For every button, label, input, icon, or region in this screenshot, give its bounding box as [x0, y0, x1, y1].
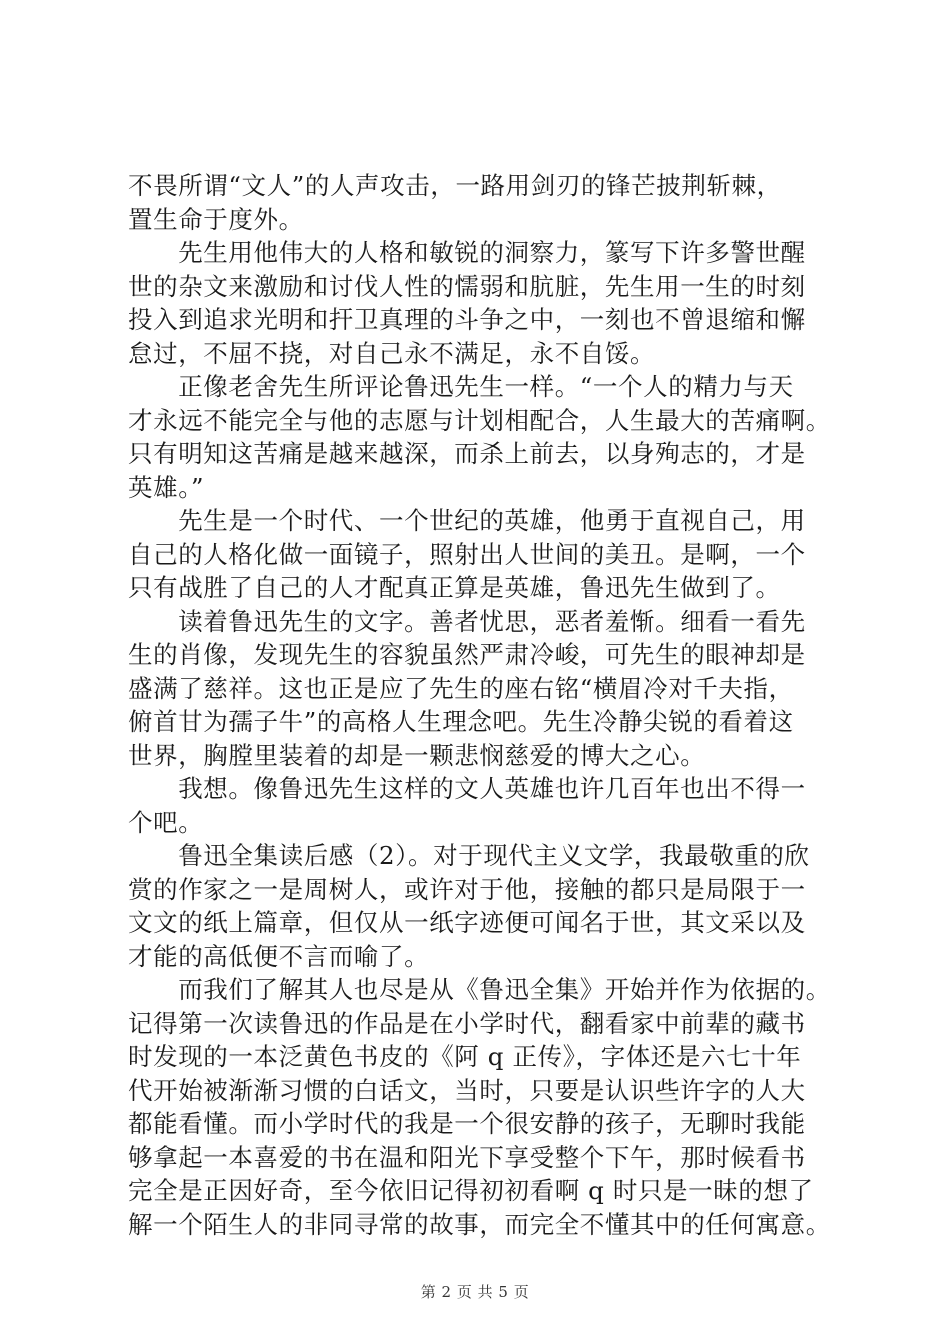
text-line: 解一个陌生人的非同寻常的故事，而完全不懂其中的任何寓意。 [128, 1209, 831, 1239]
text-line: 怠过，不屈不挠，对自己永不满足，永不自馁。 [128, 338, 656, 368]
text-line: 只有战胜了自己的人才配真正算是英雄，鲁迅先生做到了。 [128, 573, 781, 602]
text-line: 投入到追求光明和扞卫真理的斗争之中，一刻也不曾退缩和懈 [128, 305, 806, 334]
text-line: 先生是一个时代、一个世纪的英雄，他勇于直视自己，用 [128, 506, 806, 535]
text-line: 记得第一次读鲁迅的作品是在小学时代，翻看家中前辈的藏书 [128, 1008, 806, 1038]
text-line: 赏的作家之一是周树人，或许对于他，接触的都只是局限于一 [128, 874, 806, 904]
body-text [128, 169, 838, 1241]
text-line: 英雄。” [128, 472, 205, 502]
text-line: 文文的纸上篇章，但仅从一纸字迹便可闻名于世，其文采以及 [128, 908, 806, 937]
text-line: 盛满了慈祥。这也正是应了先生的座右铭“横眉冷对千夫指， [128, 673, 794, 703]
text-line: 自己的人格化做一面镜子，照射出人世间的美丑。是啊，一个 [128, 539, 806, 569]
text-line: 不畏所谓“文人”的人声攻击，一路用剑刃的锋芒披荆斩棘， [128, 171, 782, 200]
text-line: 够拿起一本喜爱的书在温和阳光下享受整个下午，那时候看书 [128, 1142, 806, 1172]
text-line: 而我们了解其人也尽是从《鲁迅全集》开始并作为依据的。 [128, 975, 831, 1004]
text-line: 俯首甘为孺子牛”的高格人生理念吧。先生冷静尖锐的看着这 [128, 707, 794, 736]
text-line: 时发现的一本泛黄色书皮的《阿 q 正传》，字体还是六七十年 [128, 1042, 802, 1071]
text-line: 读着鲁迅先生的文字。善者忧思，恶者羞惭。细看一看先 [128, 606, 806, 636]
text-line: 置生命于度外。 [128, 204, 304, 234]
text-line: 世的杂文来激励和讨伐人性的懦弱和肮脏，先生用一生的时刻 [128, 271, 806, 301]
text-line: 鲁迅全集读后感（2）。对于现代主义文学，我最敬重的欣 [128, 841, 810, 870]
text-line: 才能的高低便不言而喻了。 [128, 941, 430, 971]
text-line: 个吧。 [128, 807, 204, 837]
text-line: 正像老舍先生所评论鲁迅先生一样。“一个人的精力与天 [128, 372, 794, 401]
text-line: 代开始被渐渐习惯的白话文，当时，只要是认识些许字的人大 [128, 1075, 806, 1105]
text-line: 生的肖像，发现先生的容貌虽然严肃冷峻，可先生的眼神却是 [128, 640, 806, 669]
text-line: 都能看懂。而小学时代的我是一个很安静的孩子，无聊时我能 [128, 1109, 806, 1138]
text-line: 先生用他伟大的人格和敏锐的洞察力，篆写下许多警世醒 [128, 238, 806, 267]
text-line: 世界，胸膛里装着的却是一颗悲悯慈爱的博大之心。 [128, 740, 706, 770]
text-line: 完全是正因好奇，至今依旧记得初初看啊 q 时只是一昧的想了 [128, 1176, 814, 1205]
text-line: 只有明知这苦痛是越来越深，而杀上前去，以身殉志的，才是 [128, 439, 806, 468]
text-line: 我想。像鲁迅先生这样的文人英雄也许几百年也出不得一 [128, 774, 806, 803]
text-line: 才永远不能完全与他的志愿与计划相配合，人生最大的苦痛啊。 [128, 405, 831, 435]
page-number-footer: 第 2 页 共 5 页 [420, 1283, 530, 1301]
